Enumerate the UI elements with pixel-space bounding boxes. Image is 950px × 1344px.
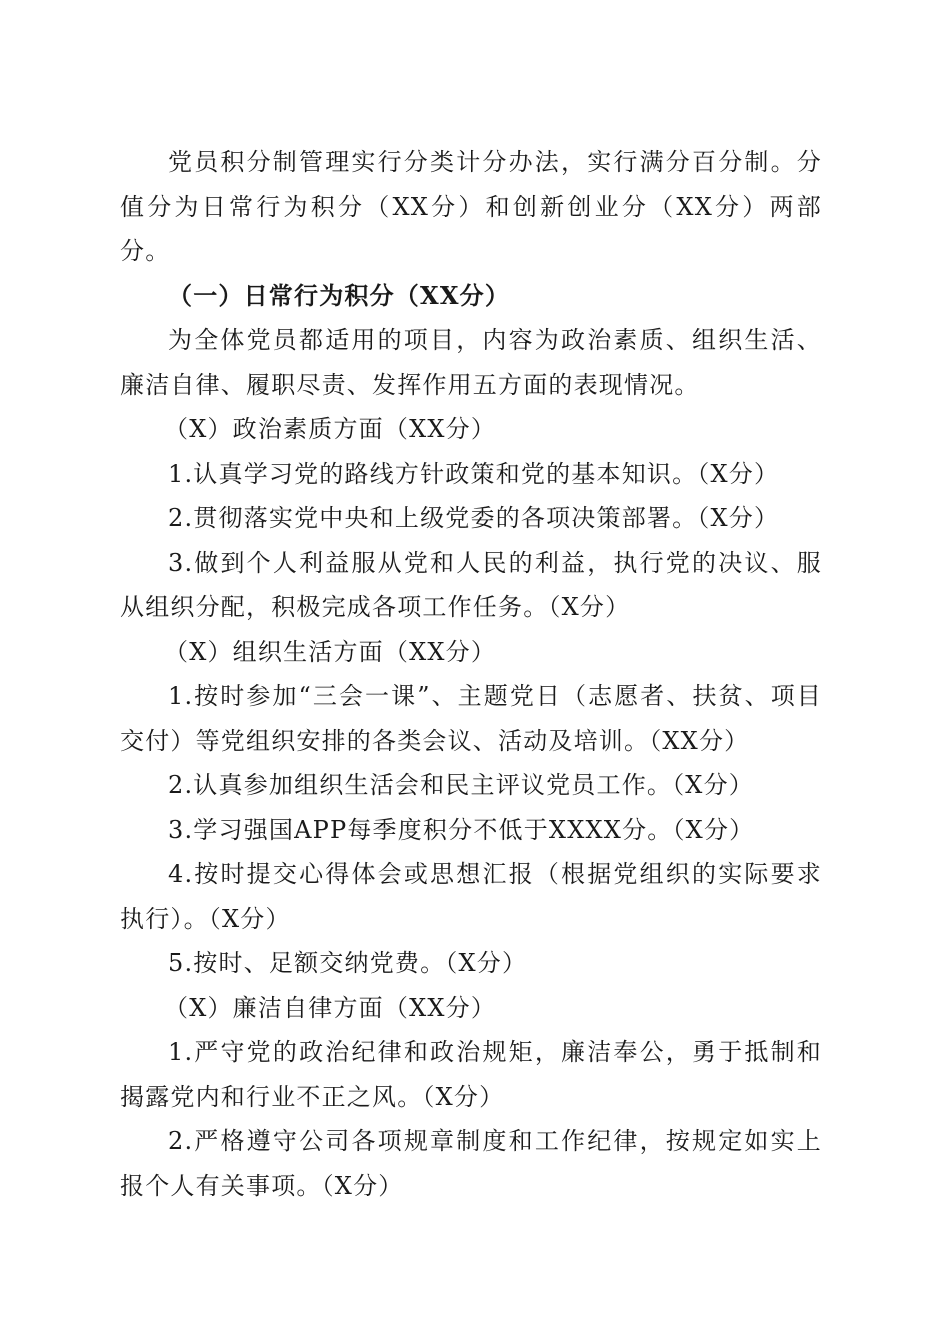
list-item: 4.按时提交心得体会或思想汇报（根据党组织的实际要求执行）。（X分）	[120, 860, 822, 933]
daily-points-description: 为全体党员都适用的项目，内容为政治素质、组织生活、廉洁自律、履职尽责、发挥作用五方面的表现情况。	[120, 326, 822, 399]
list-item: 5.按时、足额交纳党费。（X分）	[168, 949, 528, 977]
section-heading-daily-points: （一）日常行为积分（XX分）	[168, 280, 511, 310]
document-body	[120, 140, 822, 1208]
list-item: 1.严守党的政治纪律和政治规矩，廉洁奉公，勇于抵制和揭露党内和行业不正之风。（X分）	[120, 1038, 822, 1111]
list-item: 2.认真参加组织生活会和民主评议党员工作。（X分）	[168, 771, 754, 799]
list-item: 2.贯彻落实党中央和上级党委的各项决策部署。（X分）	[168, 504, 780, 532]
list-item: 1.认真学习党的路线方针政策和党的基本知识。（X分）	[168, 459, 780, 488]
intro-paragraph: 党员积分制管理实行分类计分办法，实行满分百分制。分值分为日常行为积分（XX分）和创新创业分（XX分）两部分。	[120, 148, 822, 265]
list-item: 2.严格遵守公司各项规章制度和工作纪律，按规定如实上报个人有关事项。（X分）	[120, 1127, 822, 1200]
list-item: 3.学习强国APP每季度积分不低于XXXX分。（X分）	[168, 815, 755, 844]
list-item: 3.做到个人利益服从党和人民的利益，执行党的决议、服从组织分配，积极完成各项工作任务。（X分）	[120, 548, 822, 621]
subsection-integrity-self-discipline: （X）廉洁自律方面（XX分）	[164, 993, 497, 1022]
list-item: 1.按时参加“三会一课”、主题党日（志愿者、扶贫、项目交付）等党组织安排的各类会议、活动及培训。（XX分）	[120, 682, 822, 755]
subsection-organizational-life: （X）组织生活方面（XX分）	[164, 637, 497, 666]
subsection-political-quality: （X）政治素质方面（XX分）	[164, 415, 497, 443]
